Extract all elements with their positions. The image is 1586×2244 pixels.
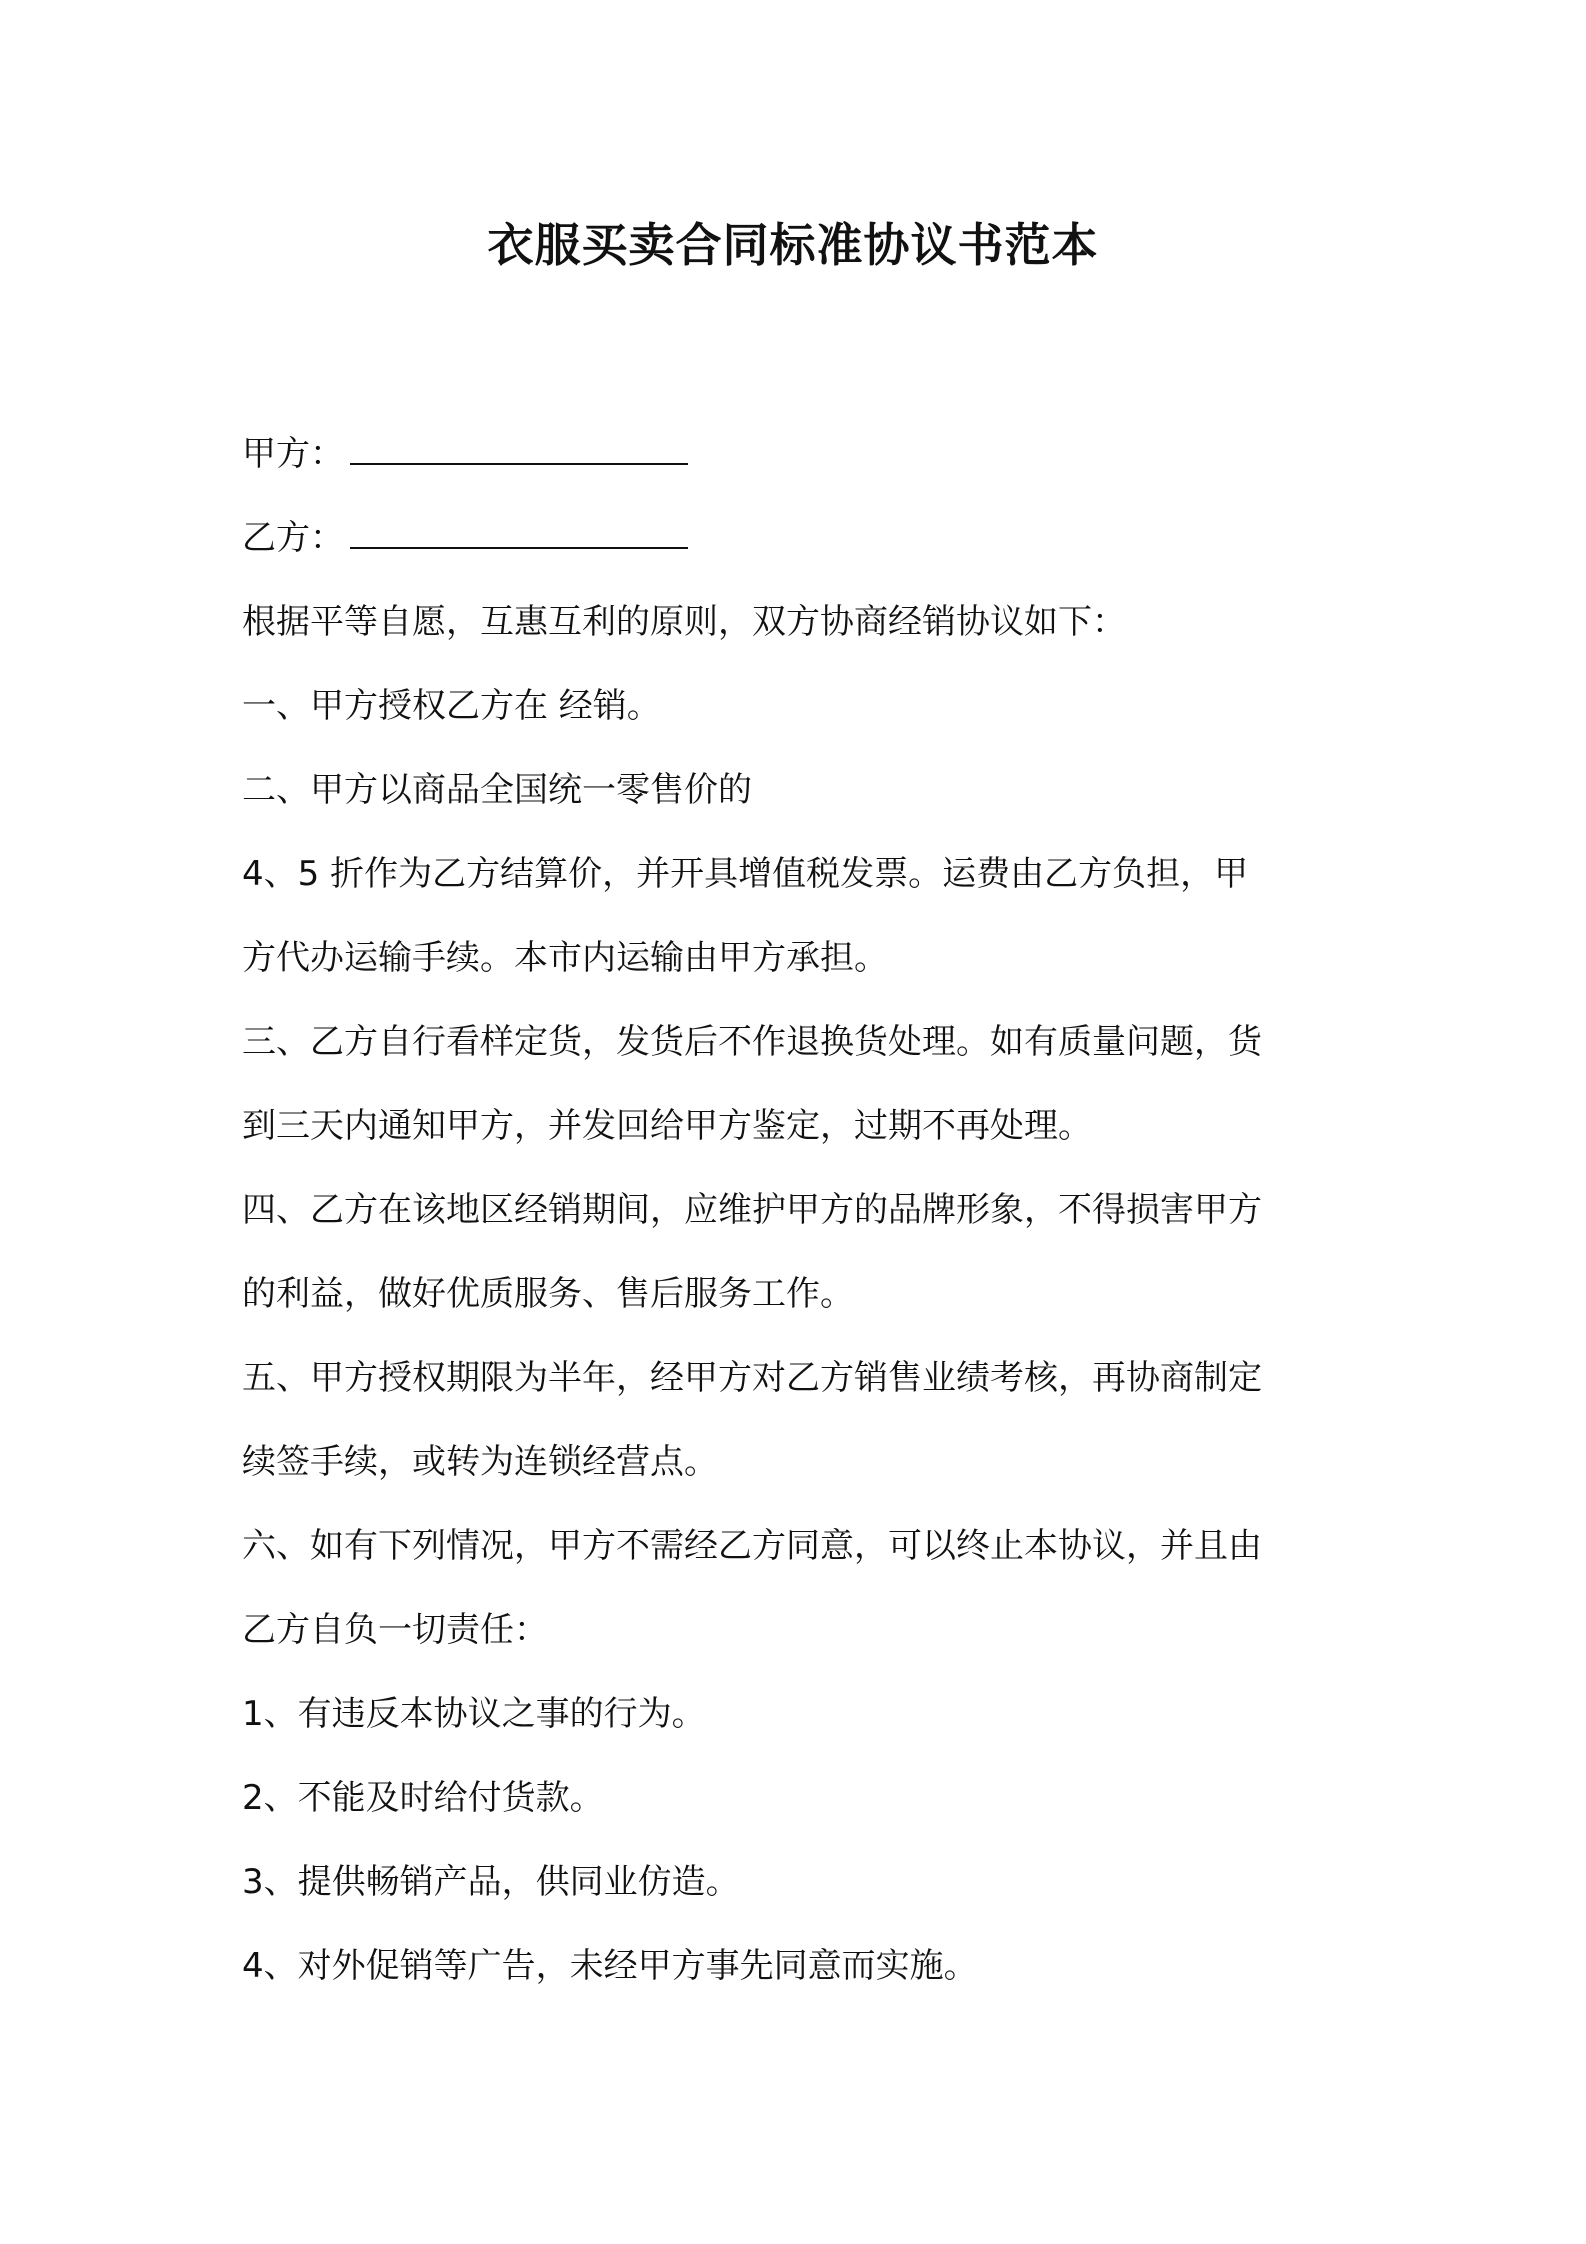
paragraph-line: 四、乙方在该地区经销期间，应维护甲方的品牌形象，不得损害甲方: [242, 1190, 1262, 1230]
party-b-blank: [350, 517, 688, 549]
document-body: [242, 412, 1367, 2008]
list-item: 2、不能及时给付货款。: [242, 1778, 604, 1818]
paragraph-line: 4、5 折作为乙方结算价，并开具增值税发票。运费由乙方负担，甲: [242, 854, 1249, 894]
paragraph-line: 的利益，做好优质服务、售后服务工作。: [242, 1274, 854, 1314]
paragraph-line: 乙方自负一切责任：: [242, 1610, 548, 1650]
list-item: 3、提供畅销产品，供同业仿造。: [242, 1862, 740, 1902]
paragraph-line: 根据平等自愿，互惠互利的原则，双方协商经销协议如下：: [242, 602, 1126, 642]
party-a-blank: [350, 433, 688, 465]
list-item: 4、对外促销等广告，未经甲方事先同意而实施。: [242, 1946, 978, 1986]
party-a-line: [242, 412, 1367, 496]
document-title: 衣服买卖合同标准协议书范本: [487, 218, 1099, 272]
paragraph-line: 五、甲方授权期限为半年，经甲方对乙方销售业绩考核，再协商制定: [242, 1358, 1262, 1398]
paragraph-line: 到三天内通知甲方，并发回给甲方鉴定，过期不再处理。: [242, 1106, 1092, 1146]
paragraph-line: 方代办运输手续。本市内运输由甲方承担。: [242, 938, 888, 978]
paragraph-line: 一、甲方授权乙方在 经销。: [242, 686, 661, 726]
list-item: 1、有违反本协议之事的行为。: [242, 1694, 706, 1734]
paragraph-line: 续签手续，或转为连锁经营点。: [242, 1442, 718, 1482]
party-b-line: [242, 496, 1367, 580]
paragraph-line: 六、如有下列情况，甲方不需经乙方同意，可以终止本协议，并且由: [242, 1526, 1262, 1566]
paragraph-line: 二、甲方以商品全国统一零售价的: [242, 770, 752, 810]
party-a-label: 甲方：: [242, 434, 344, 474]
party-b-label: 乙方：: [242, 518, 344, 558]
paragraph-line: 三、乙方自行看样定货，发货后不作退换货处理。如有质量问题，货: [242, 1022, 1262, 1062]
